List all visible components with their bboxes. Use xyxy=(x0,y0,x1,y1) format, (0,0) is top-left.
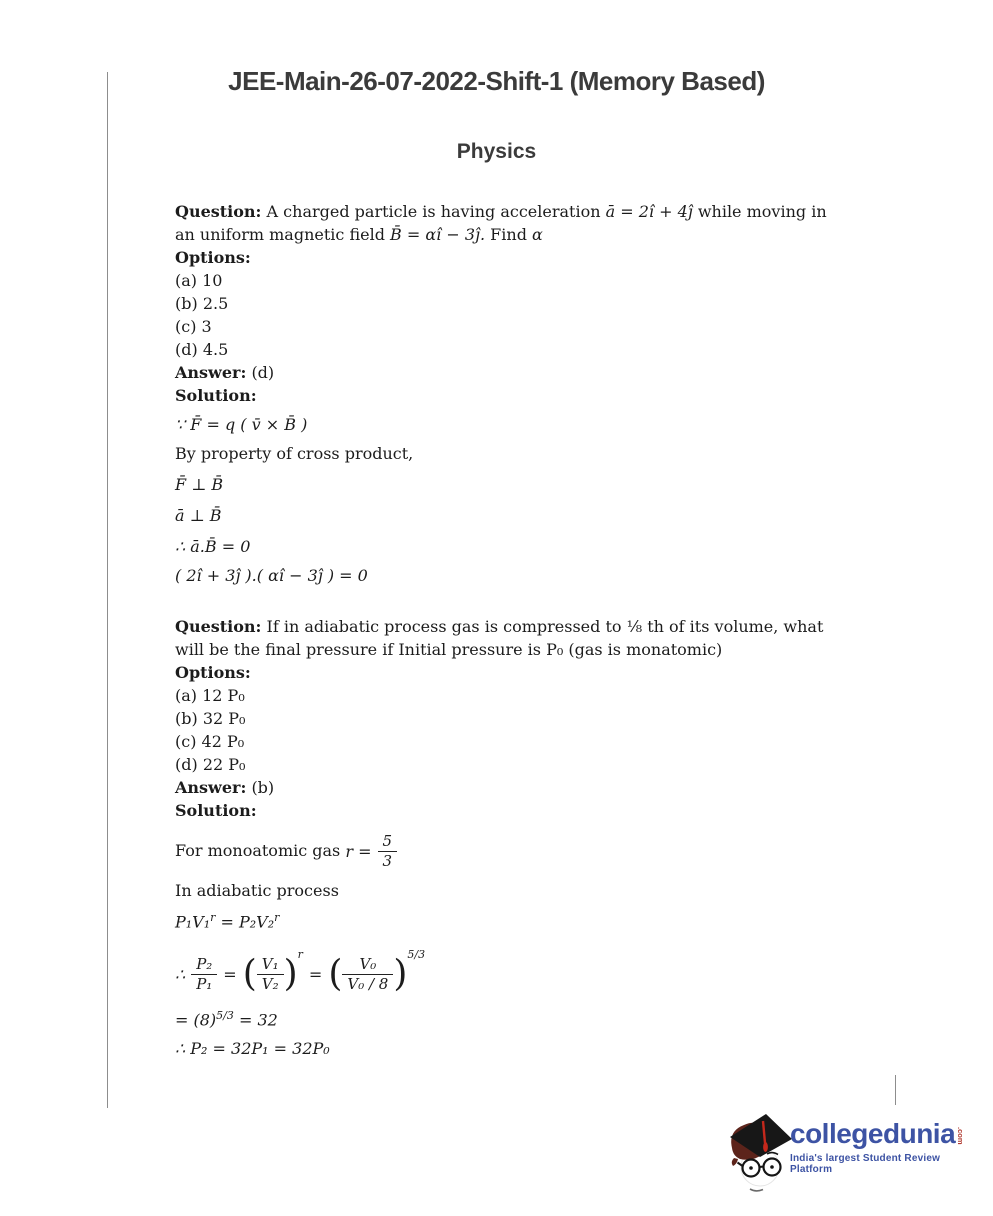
answer-line-2 xyxy=(175,776,837,799)
solution-heading-1 xyxy=(175,384,837,407)
collegedunia-logo xyxy=(726,1104,976,1196)
solution-2-final-answer: ∴ P₂ = 32P₁ = 32P₀ xyxy=(175,1038,330,1058)
brand-tld: .com xyxy=(956,1127,966,1145)
subject-heading: Physics xyxy=(456,140,537,163)
page-title: JEE-Main-26-07-2022-Shift-1 (Memory Based) xyxy=(228,66,765,96)
solution-2-pv-equation: P₁V₁$^r$ = P₂V₂$^r$ xyxy=(175,910,280,931)
right-paren: ) xyxy=(283,953,298,995)
solution-2-ratio-equation: ∴ $\frac{\text{P₂}}{\text{P₁}}$ = ( $\frac{\text{V₁}}{\text{V₂}}$ )$^r$= ( $\frac{\text{V₀}}{\text{V₀ / 8}}$ )$^{5/3}$ xyxy=(175,947,426,995)
option-1a: (a) 10 xyxy=(175,271,223,290)
solution-1-f-perp-b: F̄ ⊥ B̄ xyxy=(175,475,224,494)
solution-1-dot-product-zero: ∴ ā.B̄ = 0 xyxy=(175,537,251,556)
solution-2-adiabatic-note: In adiabatic process xyxy=(175,880,339,900)
pressure-ratio-fraction: $\frac{\text{P₂}}{\text{P₁}}$ xyxy=(191,955,217,994)
question-2-paragraph xyxy=(175,615,837,661)
question-1-paragraph xyxy=(175,200,837,246)
option-2a: (a) 12 P₀ xyxy=(175,686,245,705)
solution-1-expanded-dot-product: ( 2î + 3ĵ ).( αî − 3ĵ ) = 0 xyxy=(175,566,368,585)
option-2b: (b) 32 P₀ xyxy=(175,709,246,728)
solution-label: Solution: xyxy=(175,386,257,405)
logo-divider-line xyxy=(895,1075,896,1105)
answer-value-2: (b) xyxy=(251,778,275,797)
question-1-acceleration-formula: ā = 2î + 4ĵ xyxy=(605,202,693,221)
left-border-line xyxy=(107,72,108,1108)
question-label: Question: xyxy=(175,202,262,221)
options-heading xyxy=(175,246,837,269)
answer-label: Answer: xyxy=(175,363,247,382)
option-1d: (d) 4.5 xyxy=(175,340,229,359)
solution-1-cross-product-note: By property of cross product, xyxy=(175,444,414,463)
option-2c: (c) 42 P₀ xyxy=(175,732,245,751)
solution-2-result-line: = $(8)^{5/3} = 32$ xyxy=(175,1008,278,1029)
options-heading-2 xyxy=(175,661,837,684)
solution-1-force-formula: ∵ F̄ = q ( v̄ × B̄ ) xyxy=(175,415,308,434)
answer-label-2: Answer: xyxy=(175,778,247,797)
therefore-symbol: ∴ xyxy=(175,964,186,984)
question-1-text-find: Find xyxy=(485,225,533,244)
question-1-field-formula: B̄ = αî − 3ĵ. xyxy=(390,225,486,244)
question-2-text: If in adiabatic process gas is compressed to ⅛ th of its volume, what will be the final pressure if Initial pressure is P₀ (gas is monatomic) xyxy=(175,617,824,659)
question-label-2: Question: xyxy=(175,617,262,636)
left-paren: ( xyxy=(242,953,257,995)
volume-ratio-group: ( $\frac{\text{V₁}}{\text{V₂}}$ )$^r$ xyxy=(242,947,303,995)
options-label-2: Options: xyxy=(175,663,251,682)
brand-tagline: India's largest Student Review Platform xyxy=(790,1153,941,1175)
answer-value-1: (d) xyxy=(251,363,275,382)
question-1-text-before: A charged particle is having acceleration xyxy=(266,202,606,221)
left-paren-2: ( xyxy=(328,953,343,995)
brand-name: collegedunia xyxy=(790,1118,956,1149)
gamma-fraction: $\frac{5}{3}$ xyxy=(378,832,398,871)
mascot-icon xyxy=(726,1106,794,1194)
solution-1-a-perp-b: ā ⊥ B̄ xyxy=(175,506,222,525)
question-1-alpha-symbol: α xyxy=(532,225,543,244)
option-1b: (b) 2.5 xyxy=(175,294,229,313)
options-label: Options: xyxy=(175,248,251,267)
answer-line-1 xyxy=(175,361,837,384)
option-2d: (d) 22 P₀ xyxy=(175,755,246,774)
v0-ratio-group: ( $\frac{\text{V₀}}{\text{V₀ / 8}}$ )$^{5/3}$ xyxy=(328,947,426,995)
option-1c: (c) 3 xyxy=(175,317,212,336)
solution-2-gamma-line xyxy=(175,832,837,871)
monoatomic-text: For monoatomic gas xyxy=(175,840,346,860)
solution-heading-2 xyxy=(175,799,837,822)
question-1-text-mid: while moving in an uniform magnetic field xyxy=(175,202,827,244)
solution-label-2: Solution: xyxy=(175,801,257,820)
gamma-variable: r = xyxy=(345,841,372,861)
right-paren-2: ) xyxy=(393,953,408,995)
content-area xyxy=(175,200,837,1060)
